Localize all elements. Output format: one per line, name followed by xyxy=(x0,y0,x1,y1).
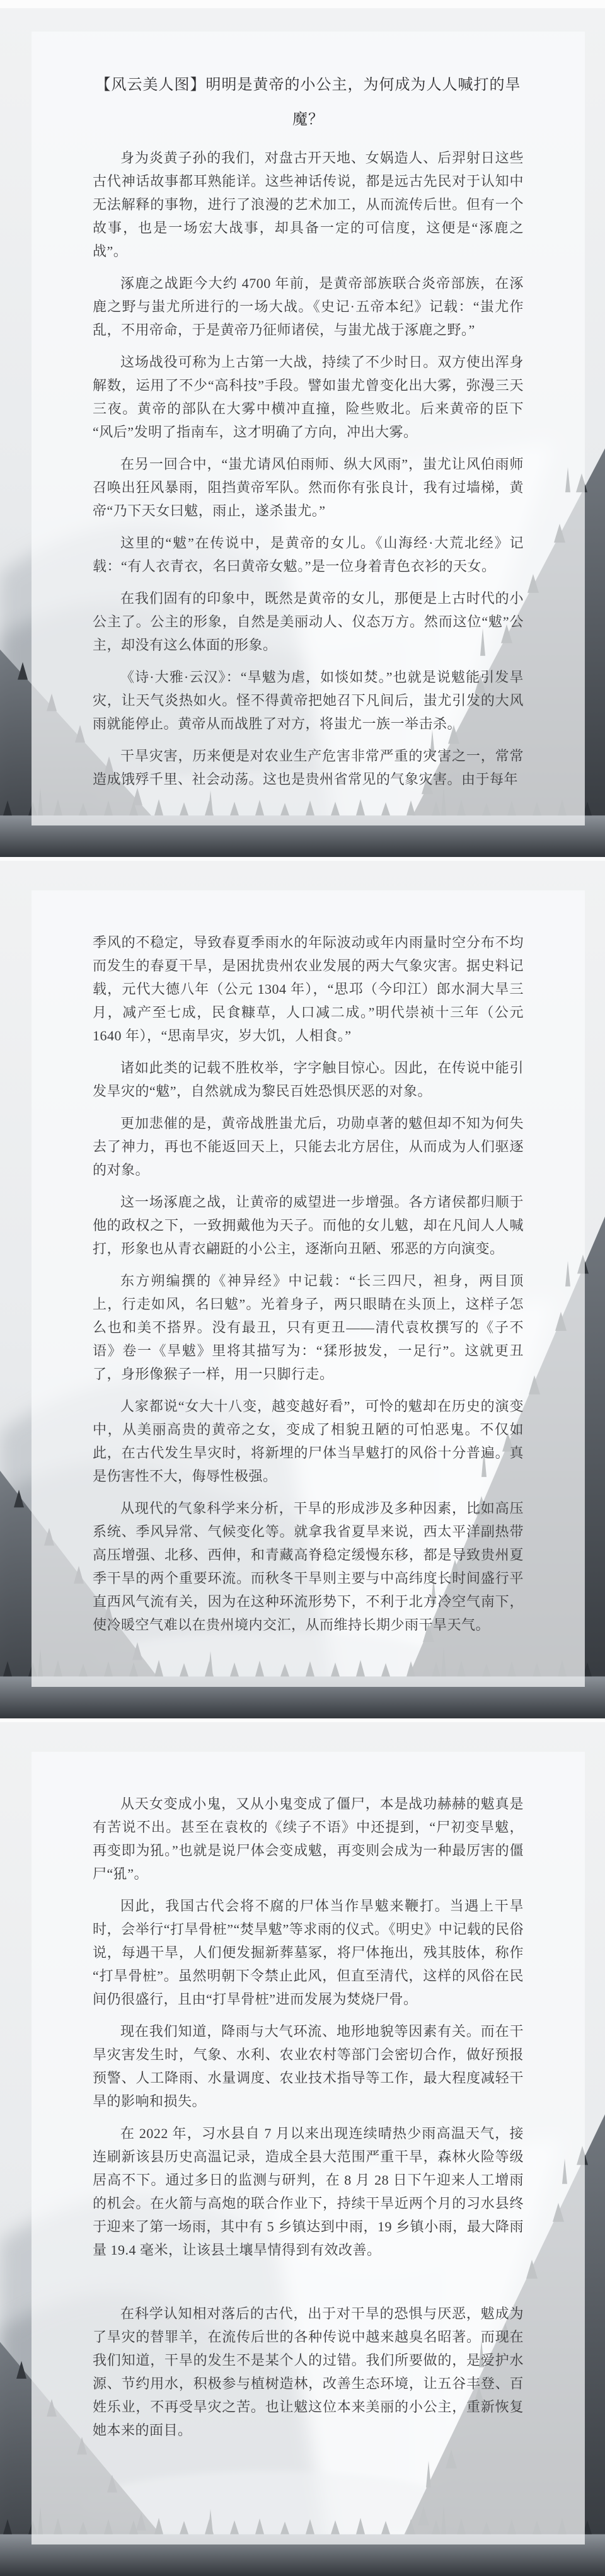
article-page-3 xyxy=(0,1722,605,2576)
paragraph: 这里的“魃”在传说中，是黄帝的女儿。《山海经·大荒北经》记载：“有人衣青衣，名曰黄帝女魃。”是一位身着青色衣衫的天女。 xyxy=(93,535,524,574)
article-page-1 xyxy=(0,8,605,857)
paragraph: 诸如此类的记载不胜枚举，字字触目惊心。因此，在传说中能引发旱灾的“魃”，自然就成为黎民百姓恐惧厌恶的对象。 xyxy=(93,1060,524,1099)
paragraph: 涿鹿之战距今大约 4700 年前，是黄帝部族联合炎帝部族，在涿鹿之野与蚩尤所进行的一场大战。《史记·五帝本纪》记载：“蚩尤作乱，不用帝命，于是黄帝乃征师诸侯，与蚩尤战于涿鹿之野。” xyxy=(93,275,524,338)
paragraph: 从天女变成小鬼，又从小鬼变成了僵尸，本是战功赫赫的魃真是有苦说不出。甚至在袁枚的《续子不语》中还提到，“尸初变旱魃，再变即为犼。”也就是说尸体会变成魃，再变则会成为一种最厉害的僵尸“犼”。 xyxy=(93,1796,524,1882)
paragraph: 在另一回合中，“蚩尤请风伯雨师、纵大风雨”，蚩尤让风伯雨师召唤出狂风暴雨，阻挡黄帝军队。然而你有张良计，我有过墙梯，黄帝“乃下天女曰魃，雨止，遂杀蚩尤。” xyxy=(93,456,524,519)
paragraph: 这场战役可称为上古第一大战，持续了不少时日。双方使出浑身解数，运用了不少“高科技”手段。譬如蚩尤曾变化出大雾，弥漫三天三夜。黄帝的部队在大雾中横冲直撞，险些败北。后来黄帝的臣下“风后”发明了指南车，这才明确了方向，冲出大雾。 xyxy=(93,354,524,440)
page-content-panel xyxy=(32,1752,585,2544)
paragraph-container xyxy=(93,1792,524,2442)
paragraph: 在科学认知相对落后的古代，出于对干旱的恐惧与厌恶，魃成为了旱灾的替罪羊，在流传后世的各种传说中越来越臭名昭著。而现在我们知道，干旱的发生不是某个人的过错。我们所要做的，是爱护水源、节约用水，积极参与植树造林，改善生态环境，让五谷丰登、百姓乐业，不再受旱灾之苦。也让魃这位本来美丽的小公主，重新恢复她本来的面目。 xyxy=(93,2306,524,2438)
paragraph: 东方朔编撰的《神异经》中记载：“长三四尺，袒身，两目顶上，行走如风，名曰魃”。光着身子，两只眼睛在头顶上，这样子怎么也和美不搭界。没有最丑，只有更丑——清代袁枚撰写的《子不语》卷一《旱魃》里将其描写为：“猱形披发，一足行”。这就更丑了，身形像猴子一样，用一只脚行走。 xyxy=(93,1273,524,1382)
paragraph: 在我们固有的印象中，既然是黄帝的女儿，那便是上古时代的小公主了。公主的形象，自然是美丽动人、仪态万方。然而这位“魃”公主，却没有这么体面的形象。 xyxy=(93,590,524,653)
article-page-2 xyxy=(0,861,605,1718)
paragraph: 身为炎黄子孙的我们，对盘古开天地、女娲造人、后羿射日这些古代神话故事都耳熟能详。这些神话传说，都是远古先民对于认知中无法解释的事物，进行了浪漫的艺术加工，从而流传后世。但有一个故事，也是一场宏大战事，却具备一定的可信度，这便是“涿鹿之战”。 xyxy=(93,150,524,259)
paragraph: 因此，我国古代会将不腐的尸体当作旱魃来鞭打。当遇上干旱时，会举行“打旱骨桩”“焚旱魃”等求雨的仪式。《明史》中记载的民俗说，每遇干旱，人们便发掘新葬墓冢，将尸体拖出，残其肢体，称作“打旱骨桩”。虽然明朝下令禁止此风，但直至清代，这样的风俗在民间仍很盛行，且由“打旱骨桩”进而发展为焚烧尸骨。 xyxy=(93,1898,524,2007)
paragraph-container xyxy=(93,146,524,791)
paragraph-container xyxy=(93,931,524,1636)
page-content-panel xyxy=(32,32,585,825)
paragraph: 现在我们知道，降雨与大气环流、地形地貌等因素有关。而在干旱灾害发生时，气象、水利、农业农村等部门会密切合作，做好预报预警、人工降雨、水量调度、农业技术指导等工作，最大程度减轻干旱的影响和损失。 xyxy=(93,2023,524,2109)
paragraph: 在 2022 年，习水县自 7 月以来出现连续晴热少雨高温天气，接连刷新该县历史高温记录，造成全县大范围严重干旱，森林火险等级居高不下。通过多日的监测与研判，在 8 月 28 日下午迎来人工增雨的机会。在火箭与高炮的联合作业下，持续干旱近两个月的习水县终于迎来了第一场雨，其中有 5 乡镇达到中雨，19 乡镇小雨，最大降雨量 19.4 毫米，让该县土壤旱情得到有效改善。 xyxy=(93,2125,524,2258)
page-content-panel xyxy=(32,890,585,1687)
paragraph: 这一场涿鹿之战，让黄帝的威望进一步增强。各方诸侯都归顺于他的政权之下，一致拥戴他为天子。而他的女儿魃，却在凡间人人喊打，形象也从青衣翩跹的小公主，逐渐向丑陋、邪恶的方向演变。 xyxy=(93,1194,524,1256)
paragraph: 人家都说“女大十八变，越变越好看”，可怜的魃却在历史的演变中，从美丽高贵的黄帝之女，变成了相貌丑陋的可怕恶鬼。不仅如此，在古代发生旱灾时，将新埋的尸体当旱魃打的风俗十分普遍。真是伤害性不大，侮辱性极强。 xyxy=(93,1398,524,1484)
paragraph: 更加悲催的是，黄帝战胜蚩尤后，功勋卓著的魃但却不知为何失去了神力，再也不能返回天上，只能去北方居住，从而成为人们驱逐的对象。 xyxy=(93,1115,524,1178)
paragraph: 《诗·大雅·云汉》：“旱魃为虐，如惔如焚。”也就是说魃能引发旱灾，让天气炎热如火。怪不得黄帝把她召下凡间后，蚩尤引发的大风雨就能停止。黄帝从而战胜了对方，将蚩尤一族一举击杀。 xyxy=(93,669,524,732)
article-title: 【风云美人图】明明是黄帝的小公主，为何成为人人喊打的旱魔？ xyxy=(95,77,521,128)
paragraph: 干旱灾害，历来便是对农业生产危害非常严重的灾害之一，常常造成饿殍千里、社会动荡。这也是贵州省常见的气象灾害。由于每年 xyxy=(93,748,524,787)
paragraph: 季风的不稳定，导致春夏季雨水的年际波动或年内雨量时空分布不均而发生的春夏干旱，是困扰贵州农业发展的两大气象灾害。据史料记载，元代大德八年（公元 1304 年），“思邛（今印江）郎水洞大旱三月，减产至七成，民食糠草，人口减二成。”明代崇祯十三年（公元 1640 年），“思南旱灾，岁大饥，人相食。” xyxy=(93,934,524,1044)
paragraph: 从现代的气象科学来分析，干旱的形成涉及多种因素，比如高压系统、季风异常、气候变化等。就拿我省夏旱来说，西太平洋副热带高压增强、北移、西伸，和青藏高脊稳定缓慢东移，都是导致贵州夏季干旱的两个重要环流。而秋冬干旱则主要与中高纬度长时间盛行平直西风气流有关，因为在这种环流形势下，不利于北方冷空气南下，使冷暖空气难以在贵州境内交汇，从而维持长期少雨干旱天气。 xyxy=(93,1500,524,1633)
